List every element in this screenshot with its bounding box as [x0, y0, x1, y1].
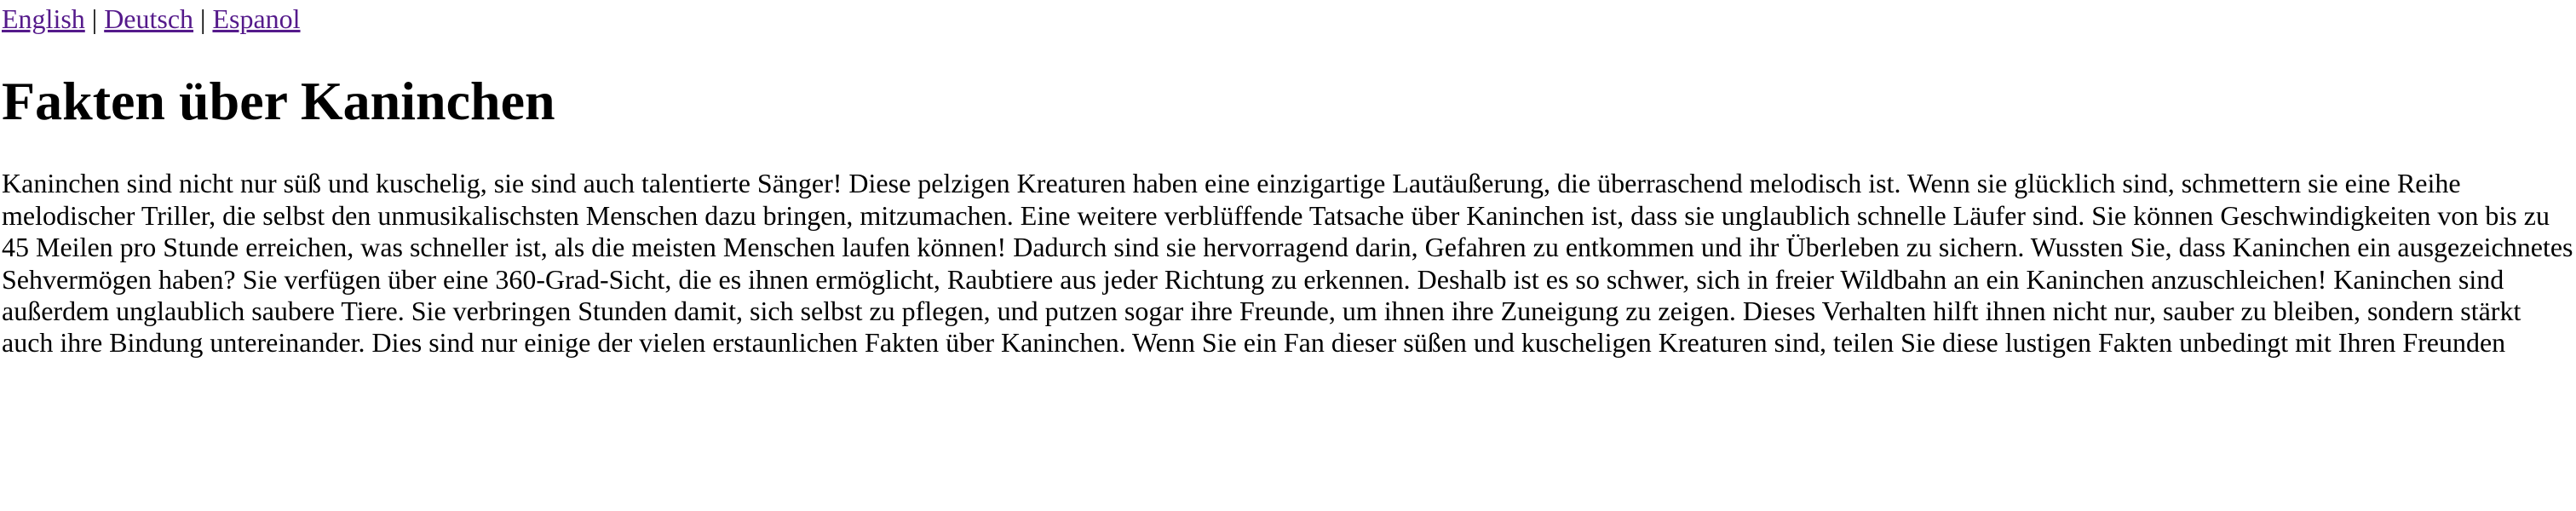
lang-link-espanol[interactable]: Espanol — [212, 3, 301, 34]
language-nav — [2, 3, 2576, 35]
page-title: Fakten über Kaninchen — [2, 70, 555, 131]
nav-separator: | — [84, 3, 105, 34]
nav-separator: | — [193, 3, 213, 34]
lang-link-english[interactable]: English — [2, 3, 85, 34]
article-paragraph: Kaninchen sind nicht nur süß und kuschelig, sie sind auch talentierte Sänger! Diese pelzigen Kreaturen haben eine einzigartige Lautäußerung, die überraschend melodisch ist. Wenn sie glücklich sind, schmettern sie eine Reihe melodischer Triller, die selbst den unmusikalischsten Menschen dazu bringen, mitzumachen. Eine weitere verblüffende Tatsache über Kaninchen ist, dass sie unglaublich schnelle Läufer sind. Sie können Geschwindigkeiten von bis zu 45 Meilen pro Stunde erreichen, was schneller ist, als die meisten Menschen laufen können! Dadurch sind sie hervorragend darin, Gefahren zu entkommen und ihr Überleben zu sichern. Wussten Sie, dass Kaninchen ein ausgezeichnetes Sehvermögen haben? Sie verfügen über eine 360-Grad-Sicht, die es ihnen ermöglicht, Raubtiere aus jeder Richtung zu erkennen. Deshalb ist es so schwer, sich in freier Wildbahn an ein Kaninchen anzuschleichen! Kaninchen sind außerdem unglaublich saubere Tiere. Sie verbringen Stunden damit, sich selbst zu pflegen, und putzen sogar ihre Freunde, um ihnen ihre Zuneigung zu zeigen. Dieses Verhalten hilft ihnen nicht nur, sauber zu bleiben, sondern stärkt auch ihre Bindung untereinander. Dies sind nur einige der vielen erstaunlichen Fakten über Kaninchen. Wenn Sie ein Fan dieser süßen und kuscheligen Kreaturen sind, teilen Sie diese lustigen Fakten unbedingt mit Ihren Freunden — [2, 168, 2573, 359]
lang-link-deutsch[interactable]: Deutsch — [104, 3, 194, 34]
